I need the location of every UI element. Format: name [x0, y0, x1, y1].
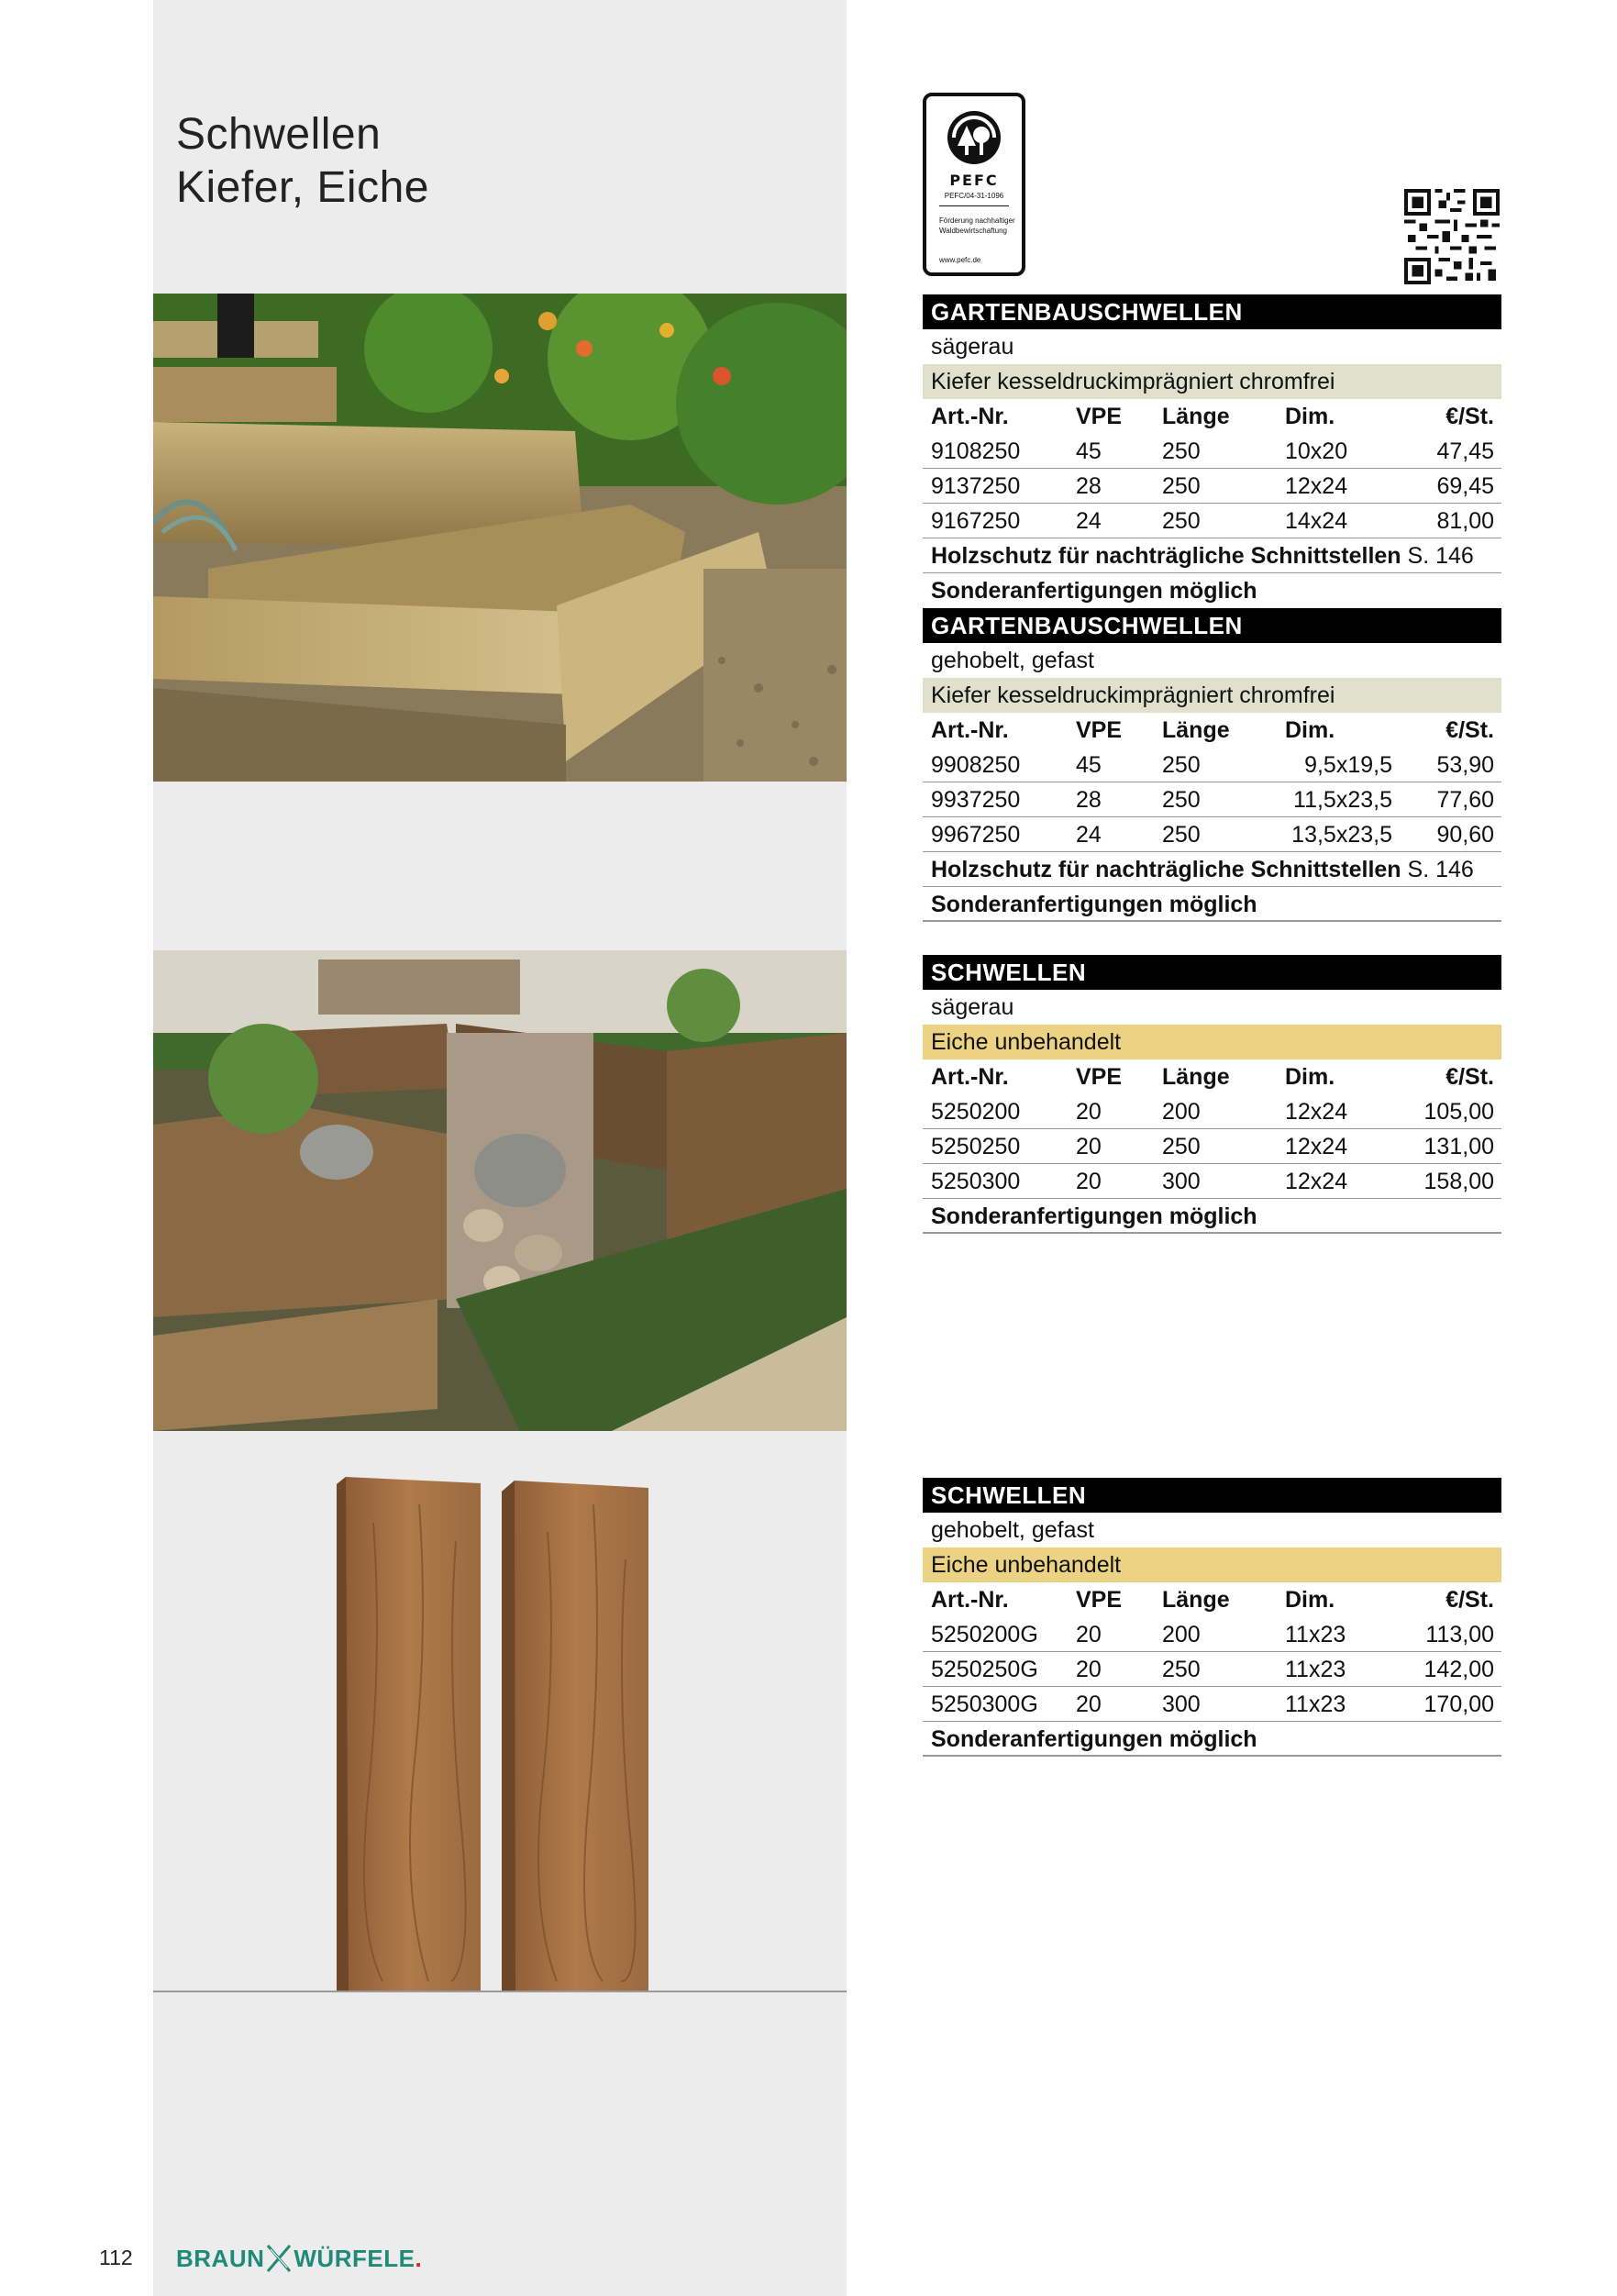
pefc-rule: [939, 205, 1009, 206]
col-vpe: VPE: [1076, 1587, 1123, 1613]
col-price: €/St.: [1445, 404, 1494, 429]
col-price: €/St.: [1445, 717, 1494, 743]
note-text: Holzschutz für nachträgliche Schnittstellen: [931, 857, 1401, 882]
pefc-tree-icon: [945, 109, 1003, 166]
table-finish: gehobelt, gefast: [923, 1513, 1501, 1547]
cell-art: 9108250: [931, 438, 1021, 464]
table-note-custom: Sonderanfertigungen möglich: [923, 887, 1501, 922]
cell-dim: 11x23: [1285, 1622, 1346, 1647]
cell-price: 113,00: [1425, 1622, 1494, 1647]
cell-len: 250: [1162, 752, 1201, 778]
cell-vpe: 24: [1076, 822, 1102, 848]
col-dim: Dim.: [1285, 1587, 1335, 1613]
pefc-text: Förderung nachhaltiger Waldbewirtschaftung: [939, 216, 1015, 235]
cell-dim: 9,5x19,5: [1304, 752, 1392, 778]
col-art: Art.-Nr.: [931, 717, 1009, 743]
cell-dim: 14x24: [1285, 508, 1348, 534]
brand-logo: [176, 2244, 422, 2273]
table-row: [923, 1094, 1501, 1129]
cell-art: 5250250G: [931, 1657, 1038, 1682]
cell-art: 9167250: [931, 508, 1021, 534]
qr-code-icon[interactable]: [1404, 189, 1500, 284]
cell-art: 5250200G: [931, 1622, 1038, 1647]
cell-dim: 11,5x23,5: [1293, 787, 1392, 813]
cell-vpe: 20: [1076, 1134, 1102, 1159]
cell-art: 9908250: [931, 752, 1021, 778]
table-row: [923, 1129, 1501, 1164]
cell-price: 131,00: [1423, 1134, 1494, 1159]
pefc-code: PEFC/04-31-1096: [944, 192, 1004, 200]
table-row: [923, 782, 1501, 817]
cell-len: 250: [1162, 438, 1201, 464]
table-row: [923, 434, 1501, 469]
table-row: [923, 1617, 1501, 1652]
cell-dim: 12x24: [1285, 473, 1348, 499]
cell-vpe: 28: [1076, 787, 1102, 813]
product-table-kiefer-gehobelt: [923, 608, 1501, 922]
col-vpe: VPE: [1076, 717, 1123, 743]
photo-baseline: [153, 1991, 847, 1992]
table-heading: GARTENBAUSCHWELLEN: [923, 608, 1501, 643]
col-vpe: VPE: [1076, 1064, 1123, 1090]
table-row: [923, 748, 1501, 782]
cell-len: 250: [1162, 473, 1201, 499]
cell-price: 47,45: [1436, 438, 1494, 464]
cell-len: 300: [1162, 1691, 1201, 1717]
note-page-ref[interactable]: S. 146: [1401, 543, 1474, 569]
table-finish: gehobelt, gefast: [923, 643, 1501, 678]
cell-art: 9137250: [931, 473, 1021, 499]
col-art: Art.-Nr.: [931, 1064, 1009, 1090]
photo-water-feature: [153, 950, 847, 1431]
cell-price: 90,60: [1436, 822, 1494, 848]
table-column-headers: [923, 1582, 1501, 1617]
col-art: Art.-Nr.: [931, 404, 1009, 429]
cell-vpe: 20: [1076, 1622, 1102, 1647]
page-title-line1: Schwellen: [176, 110, 382, 159]
pefc-website: www.pefc.de: [939, 256, 981, 264]
cell-len: 300: [1162, 1169, 1201, 1194]
page-title-line2: Kiefer, Eiche: [176, 163, 429, 212]
cell-art: 9967250: [931, 822, 1021, 848]
product-table-kiefer-saegerau: [923, 294, 1501, 608]
cell-len: 250: [1162, 508, 1201, 534]
col-dim: Dim.: [1285, 717, 1335, 743]
cell-len: 250: [1162, 1134, 1201, 1159]
table-heading: SCHWELLEN: [923, 1478, 1501, 1513]
table-row: [923, 1652, 1501, 1687]
col-len: Länge: [1162, 1064, 1230, 1090]
cell-price: 105,00: [1423, 1099, 1494, 1125]
pefc-logo: [923, 93, 1025, 276]
col-price: €/St.: [1445, 1587, 1494, 1613]
col-price: €/St.: [1445, 1064, 1494, 1090]
table-row: [923, 1687, 1501, 1722]
cell-vpe: 20: [1076, 1657, 1102, 1682]
table-finish: sägerau: [923, 990, 1501, 1025]
col-len: Länge: [1162, 717, 1230, 743]
cell-len: 250: [1162, 1657, 1201, 1682]
table-treatment: Kiefer kesseldruckimprägniert chromfrei: [923, 364, 1501, 399]
pefc-name: PEFC: [949, 172, 999, 189]
photo-garden-steps: [153, 294, 847, 782]
col-len: Länge: [1162, 404, 1230, 429]
cell-vpe: 20: [1076, 1691, 1102, 1717]
brand-cross-icon: [265, 2244, 293, 2273]
table-finish: sägerau: [923, 329, 1501, 364]
cell-dim: 12x24: [1285, 1099, 1348, 1125]
cell-vpe: 20: [1076, 1099, 1102, 1125]
product-table-eiche-saegerau: [923, 955, 1501, 1234]
cell-vpe: 28: [1076, 473, 1102, 499]
cell-vpe: 20: [1076, 1169, 1102, 1194]
cell-len: 200: [1162, 1099, 1201, 1125]
table-note-custom: Sonderanfertigungen möglich: [923, 1722, 1501, 1757]
col-dim: Dim.: [1285, 1064, 1335, 1090]
cell-art: 9937250: [931, 787, 1021, 813]
table-note-custom: Sonderanfertigungen möglich: [923, 1199, 1501, 1234]
note-page-ref[interactable]: S. 146: [1401, 857, 1474, 882]
cell-price: 53,90: [1436, 752, 1494, 778]
cell-vpe: 24: [1076, 508, 1102, 534]
table-column-headers: [923, 1059, 1501, 1094]
cell-dim: 11x23: [1285, 1657, 1346, 1682]
table-heading: GARTENBAUSCHWELLEN: [923, 294, 1501, 329]
cell-price: 81,00: [1436, 508, 1494, 534]
note-text: Holzschutz für nachträgliche Schnittstellen: [931, 543, 1401, 569]
table-note-wood-protection: [923, 852, 1501, 887]
cell-price: 158,00: [1423, 1169, 1494, 1194]
cell-price: 170,00: [1423, 1691, 1494, 1717]
col-len: Länge: [1162, 1587, 1230, 1613]
brand-dot: .: [415, 2244, 423, 2272]
brand-name-part1: BRAUN: [176, 2244, 265, 2272]
table-column-headers: [923, 713, 1501, 748]
photo-oak-sleepers: [153, 1468, 847, 1992]
table-treatment: Eiche unbehandelt: [923, 1025, 1501, 1059]
table-column-headers: [923, 399, 1501, 434]
table-row: [923, 504, 1501, 538]
cell-dim: 12x24: [1285, 1134, 1348, 1159]
table-heading: SCHWELLEN: [923, 955, 1501, 990]
page-title: [176, 108, 429, 215]
cell-art: 5250300: [931, 1169, 1021, 1194]
cell-dim: 13,5x23,5: [1291, 822, 1392, 848]
table-row: [923, 817, 1501, 852]
cell-art: 5250300G: [931, 1691, 1038, 1717]
col-art: Art.-Nr.: [931, 1587, 1009, 1613]
cell-price: 77,60: [1436, 787, 1494, 813]
cell-vpe: 45: [1076, 752, 1102, 778]
col-dim: Dim.: [1285, 404, 1335, 429]
table-treatment: Eiche unbehandelt: [923, 1547, 1501, 1582]
table-row: [923, 1164, 1501, 1199]
cell-art: 5250250: [931, 1134, 1021, 1159]
cell-dim: 12x24: [1285, 1169, 1348, 1194]
brand-name-part2: WÜRFELE: [293, 2244, 415, 2272]
cell-len: 250: [1162, 822, 1201, 848]
cell-dim: 11x23: [1285, 1691, 1346, 1717]
table-treatment: Kiefer kesseldruckimprägniert chromfrei: [923, 678, 1501, 713]
cell-art: 5250200: [931, 1099, 1021, 1125]
table-note-wood-protection: [923, 538, 1501, 573]
table-row: [923, 469, 1501, 504]
page-number: 112: [99, 2246, 133, 2269]
product-table-eiche-gehobelt: [923, 1478, 1501, 1757]
cell-price: 69,45: [1436, 473, 1494, 499]
cell-dim: 10x20: [1285, 438, 1348, 464]
cell-len: 200: [1162, 1622, 1201, 1647]
cell-price: 142,00: [1423, 1657, 1494, 1682]
col-vpe: VPE: [1076, 404, 1123, 429]
cell-len: 250: [1162, 787, 1201, 813]
table-note-custom: Sonderanfertigungen möglich: [931, 578, 1257, 604]
cell-vpe: 45: [1076, 438, 1102, 464]
